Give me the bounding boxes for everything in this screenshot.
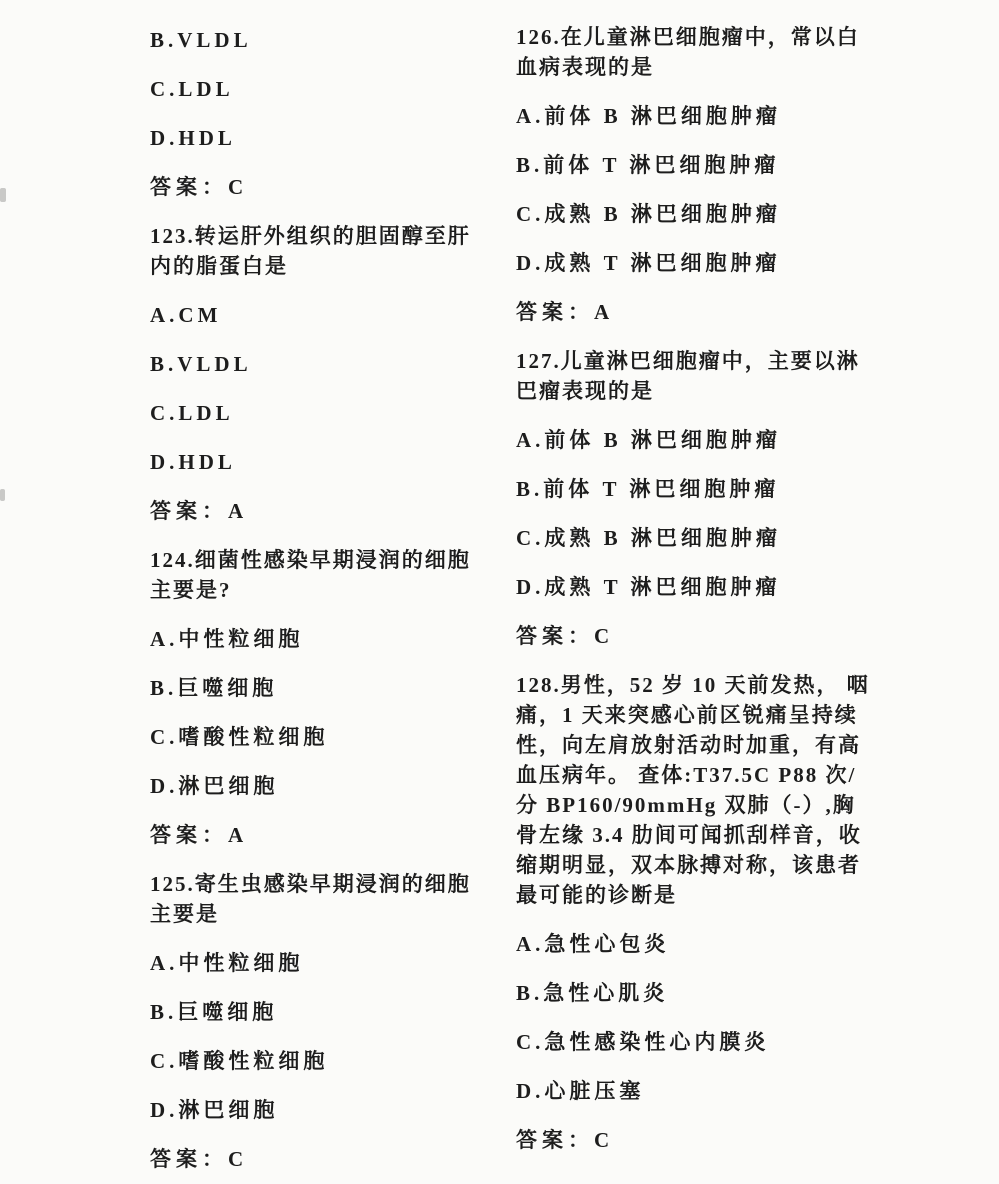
q126-option-c: C.成熟 B 淋巴细胞肿瘤: [516, 202, 781, 226]
q125-option-b: B.巨噬细胞: [150, 1000, 278, 1024]
q126-option-b: B.前体 T 淋巴细胞肿瘤: [516, 153, 780, 177]
q124-answer: 答案：A: [150, 823, 249, 847]
q123-stem: 123.转运肝外组织的胆固醇至肝 内的脂蛋白是: [150, 224, 471, 278]
q127-stem: 127.儿童淋巴细胞瘤中，主要以淋 巴瘤表现的是: [516, 349, 860, 403]
q124-option-b: B.巨噬细胞: [150, 676, 278, 700]
q127-option-a: A.前体 B 淋巴细胞肿瘤: [516, 428, 781, 452]
q128-option-d: D.心脏压塞: [516, 1079, 645, 1103]
q124-option-c: C.嗜酸性粒细胞: [150, 725, 329, 749]
continued-option-c: C.LDL: [150, 77, 234, 101]
q128-answer: 答案：C: [516, 1128, 615, 1152]
q127-option-c: C.成熟 B 淋巴细胞肿瘤: [516, 526, 781, 550]
scan-artifact: [0, 489, 5, 501]
q123-option-a: A.CM: [150, 303, 222, 327]
continued-option-b: B.VLDL: [150, 28, 252, 52]
q123-option-c: C.LDL: [150, 401, 234, 425]
q123-option-b: B.VLDL: [150, 352, 252, 376]
q123-option-d: D.HDL: [150, 450, 236, 474]
q128-stem: 128.男性，52 岁 10 天前发热， 咽 痛，1 天来突感心前区锐痛呈持续 性，向左肩放射活动时加重，有高 血压病年。 查体:T37.5C P88 次/ 分 BP160/90mmHg 双肺（-）,胸 骨左缘 3.4 肋间可闻抓刮样音，收 缩期明显，双本脉搏对称，该患者 最可能的诊断是: [516, 673, 870, 907]
column-right: [516, 22, 868, 1174]
q125-option-d: D.淋巴细胞: [150, 1098, 279, 1122]
q124-stem: 124.细菌性感染早期浸润的细胞 主要是?: [150, 548, 471, 602]
q127-option-b: B.前体 T 淋巴细胞肿瘤: [516, 477, 780, 501]
continued-option-d: D.HDL: [150, 126, 236, 150]
column-left: [150, 25, 502, 1184]
q128-option-b: B.急性心肌炎: [516, 981, 669, 1005]
q124-option-a: A.中性粒细胞: [150, 627, 304, 651]
continued-answer: 答案：C: [150, 175, 249, 199]
q125-option-c: C.嗜酸性粒细胞: [150, 1049, 329, 1073]
q128-option-c: C.急性感染性心内膜炎: [516, 1030, 770, 1054]
q127-option-d: D.成熟 T 淋巴细胞肿瘤: [516, 575, 781, 599]
q128-option-a: A.急性心包炎: [516, 932, 670, 956]
q126-option-a: A.前体 B 淋巴细胞肿瘤: [516, 104, 781, 128]
q123-answer: 答案：A: [150, 499, 249, 523]
q126-option-d: D.成熟 T 淋巴细胞肿瘤: [516, 251, 781, 275]
q126-stem: 126.在儿童淋巴细胞瘤中，常以白 血病表现的是: [516, 25, 860, 79]
scan-artifact: [0, 188, 6, 202]
q124-option-d: D.淋巴细胞: [150, 774, 279, 798]
q127-answer: 答案：C: [516, 624, 615, 648]
q125-stem: 125.寄生虫感染早期浸润的细胞 主要是: [150, 872, 471, 926]
q126-answer: 答案：A: [516, 300, 615, 324]
q125-option-a: A.中性粒细胞: [150, 951, 304, 975]
q125-answer: 答案：C: [150, 1147, 249, 1171]
